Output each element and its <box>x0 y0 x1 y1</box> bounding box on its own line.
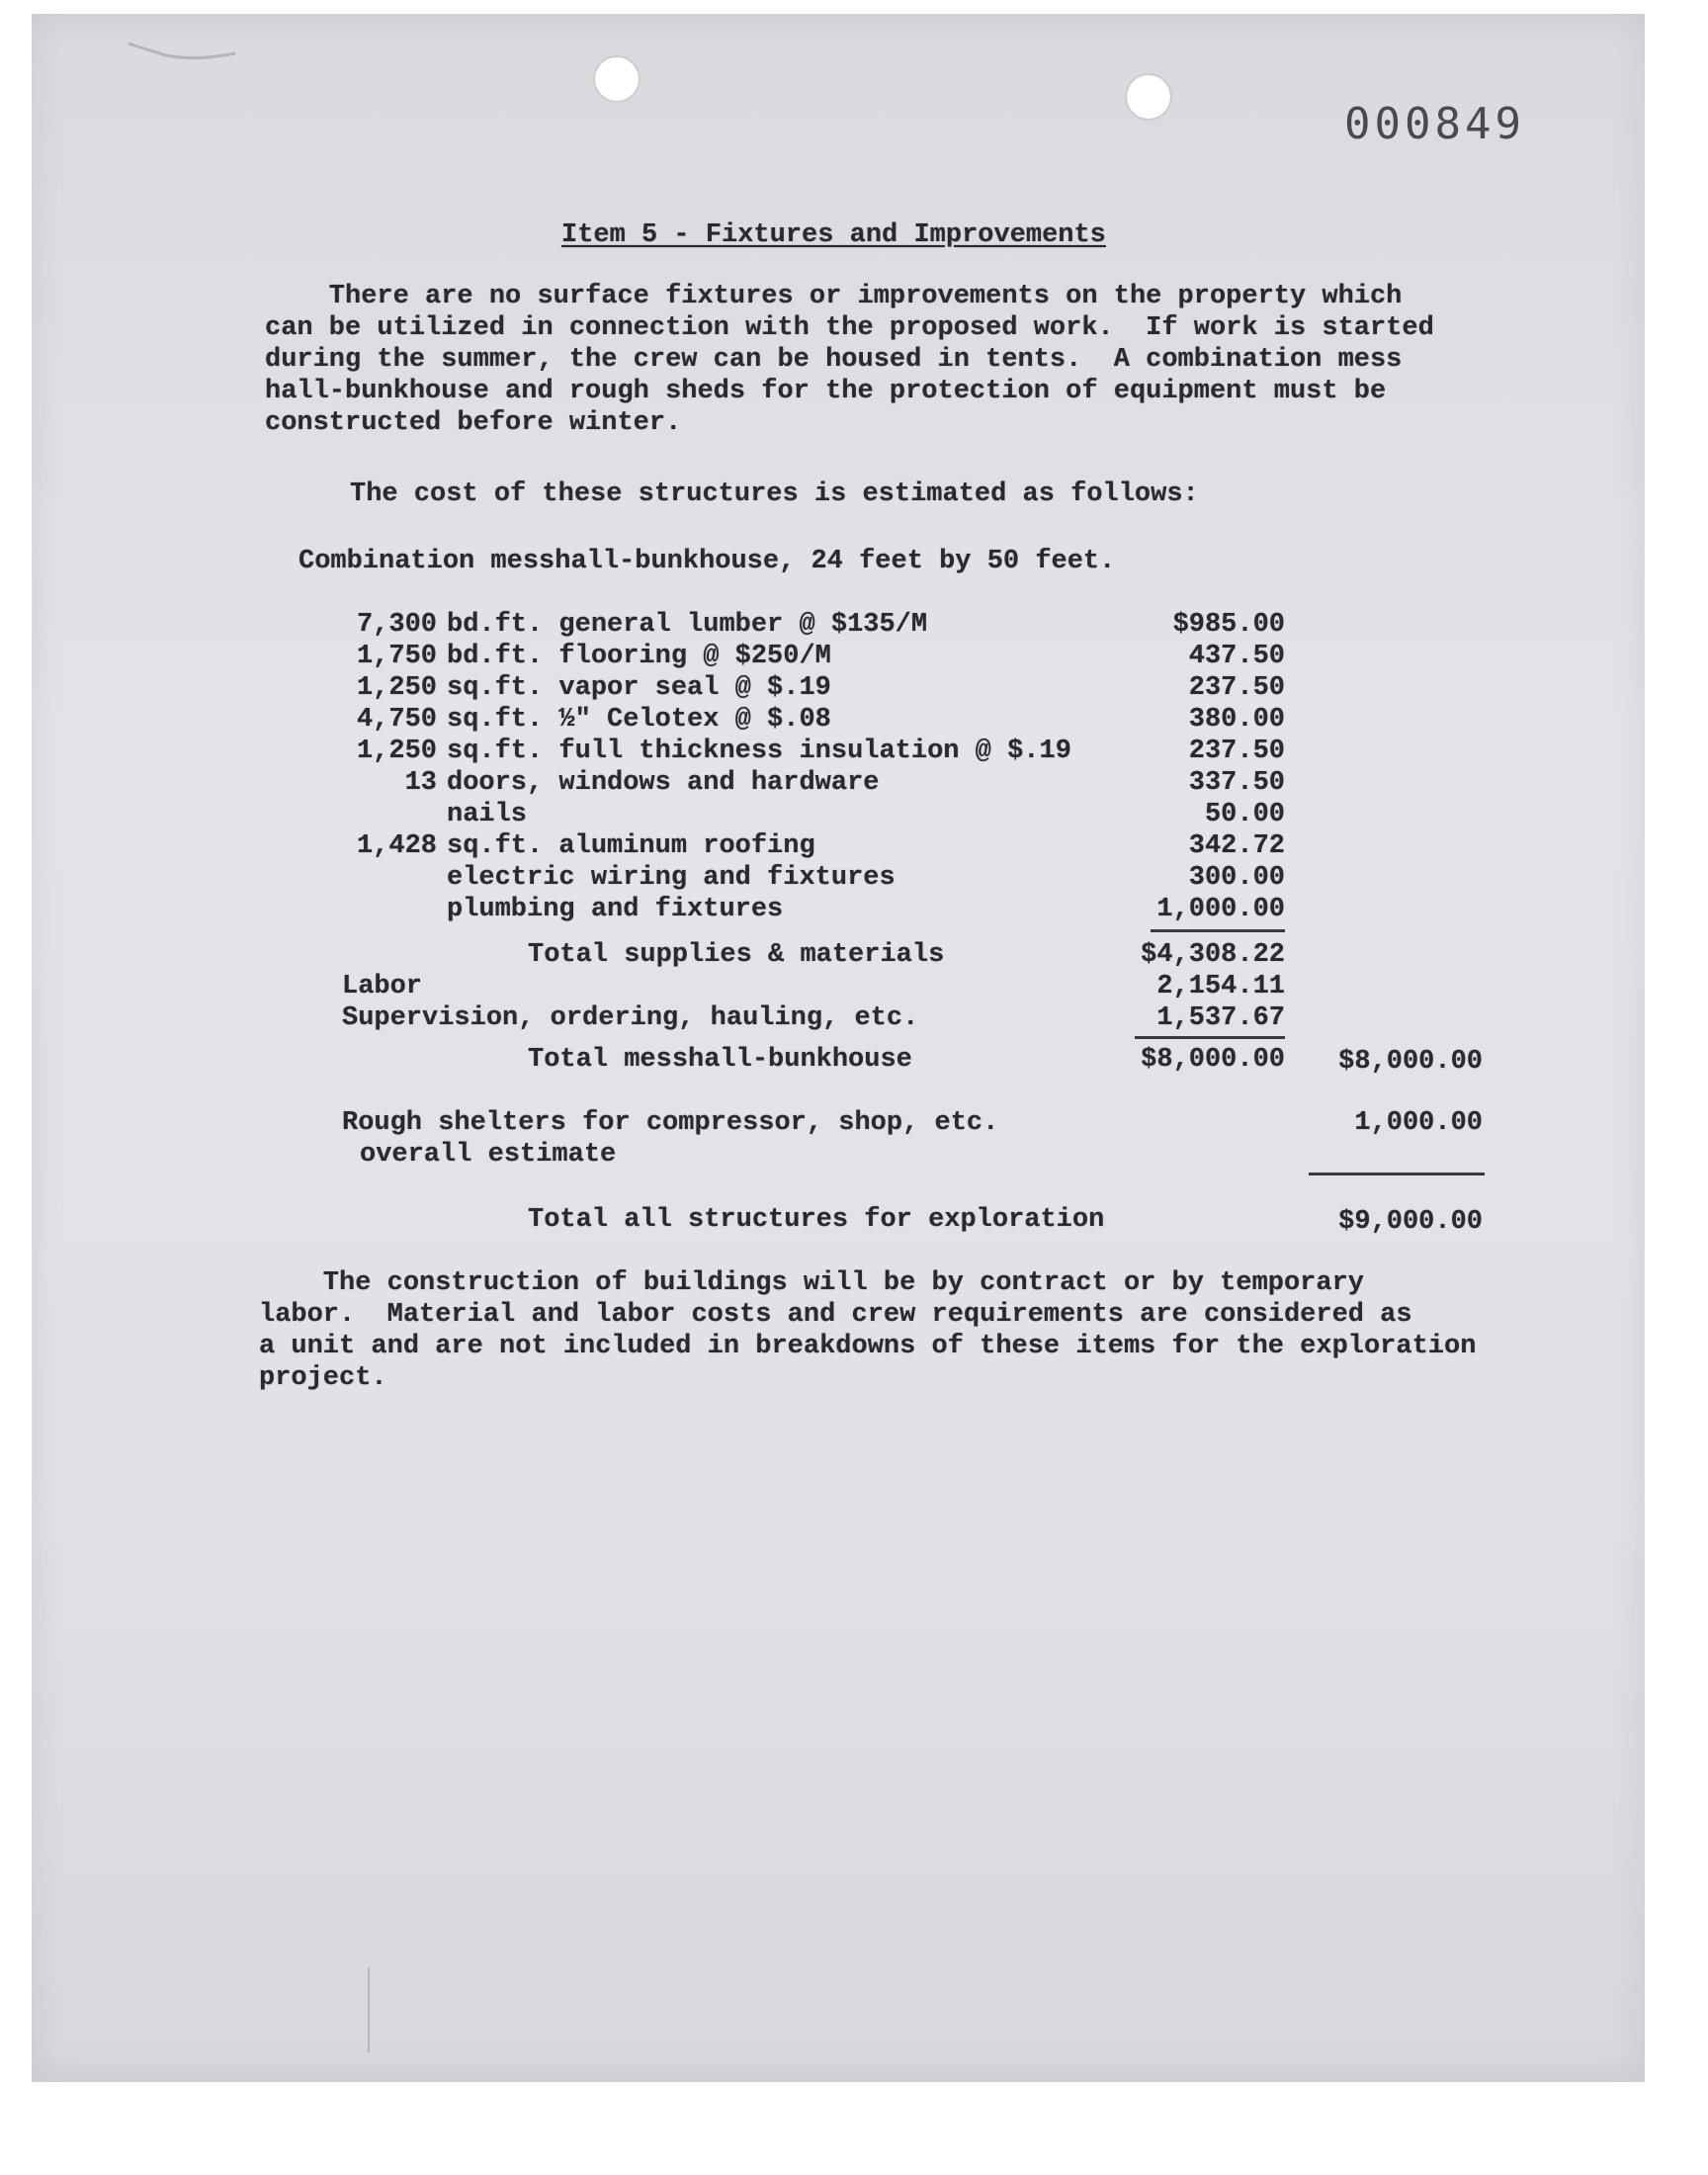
item-qty: 1,750 <box>356 642 437 671</box>
subtotal-label: Total supplies & materials <box>528 940 945 970</box>
cost-intro: The cost of these structures is estimated as follows: <box>350 479 1199 509</box>
shelters-label-line-2: overall estimate <box>360 1140 617 1170</box>
messhall-total-rule <box>1135 1036 1285 1039</box>
closing-line-2: labor. Material and labor costs and crew requirements are considered as <box>259 1300 1412 1330</box>
document-number: 000849 <box>1344 99 1525 149</box>
intro-line-5: constructed before winter. <box>265 408 682 438</box>
supervision-amount: 1,537.67 <box>1156 1003 1285 1033</box>
shelters-amount: 1,000.00 <box>1354 1108 1483 1138</box>
labor-amount: 2,154.11 <box>1156 972 1285 1001</box>
item-qty: 1,250 <box>356 737 437 766</box>
item-qty: 1,250 <box>356 673 437 703</box>
item-desc: electric wiring and fixtures <box>447 863 896 893</box>
item-amount: 237.50 <box>1188 737 1285 766</box>
intro-line-2: can be utilized in connection with the proposed work. If work is started <box>265 313 1434 343</box>
item-amount: 300.00 <box>1188 863 1285 893</box>
item-desc: nails <box>447 800 528 829</box>
item-qty: 7,300 <box>356 610 437 640</box>
messhall-total-amount: $8,000.00 <box>1141 1045 1285 1075</box>
item-desc: sq.ft. aluminum roofing <box>447 831 815 861</box>
item-desc: bd.ft. flooring @ $250/M <box>447 642 831 671</box>
punch-hole-right <box>1127 75 1170 119</box>
messhall-total-amount-col2: $8,000.00 <box>1338 1047 1483 1077</box>
intro-line-4: hall-bunkhouse and rough sheds for the protection of equipment must be <box>265 377 1387 406</box>
punch-hole-left <box>595 57 639 101</box>
closing-line-1: The construction of buildings will be by contract or by temporary <box>259 1268 1364 1298</box>
scan-crease <box>368 1967 370 2052</box>
item-desc: sq.ft. vapor seal @ $.19 <box>447 673 831 703</box>
item-desc: bd.ft. general lumber @ $135/M <box>447 610 928 640</box>
item-desc: doors, windows and hardware <box>447 768 880 798</box>
section-title: Combination messhall-bunkhouse, 24 feet by 50 feet. <box>299 547 1116 576</box>
item-amount: 437.50 <box>1188 642 1285 671</box>
intro-line-1: There are no surface fixtures or improvements on the property which <box>265 282 1403 311</box>
grand-total-amount: $9,000.00 <box>1338 1207 1483 1237</box>
intro-line-3: during the summer, the crew can be housed in tents. A combination mess <box>265 345 1403 375</box>
supervision-label: Supervision, ordering, hauling, etc. <box>342 1003 919 1033</box>
grand-total-rule <box>1309 1173 1485 1175</box>
labor-label: Labor <box>342 972 423 1001</box>
item-desc: plumbing and fixtures <box>447 895 784 924</box>
item-qty: 1,428 <box>356 831 437 861</box>
item-desc: sq.ft. full thickness insulation @ $.19 <box>447 737 1071 766</box>
item-amount: 1,000.00 <box>1156 895 1285 924</box>
closing-line-4: project. <box>259 1363 387 1393</box>
closing-line-3: a unit and are not included in breakdowns of these items for the exploration <box>259 1332 1477 1361</box>
messhall-total-label: Total messhall-bunkhouse <box>528 1045 912 1075</box>
subtotal-rule <box>1151 929 1285 932</box>
item-amount: 337.50 <box>1188 768 1285 798</box>
item-amount: 342.72 <box>1188 831 1285 861</box>
grand-total-label: Total all structures for exploration <box>528 1205 1105 1235</box>
item-qty: 13 <box>404 768 437 798</box>
item-amount: 380.00 <box>1188 705 1285 735</box>
item-desc: sq.ft. ½" Celotex @ $.08 <box>447 705 831 735</box>
subtotal-amount: $4,308.22 <box>1141 940 1285 970</box>
page-heading: Item 5 - Fixtures and Improvements <box>561 220 1106 250</box>
shelters-label-line-1: Rough shelters for compressor, shop, etc. <box>342 1108 999 1138</box>
item-amount: 50.00 <box>1204 800 1285 829</box>
item-amount: 237.50 <box>1188 673 1285 703</box>
item-qty: 4,750 <box>356 705 437 735</box>
item-amount: $985.00 <box>1172 610 1285 640</box>
corner-smudge <box>127 36 245 63</box>
